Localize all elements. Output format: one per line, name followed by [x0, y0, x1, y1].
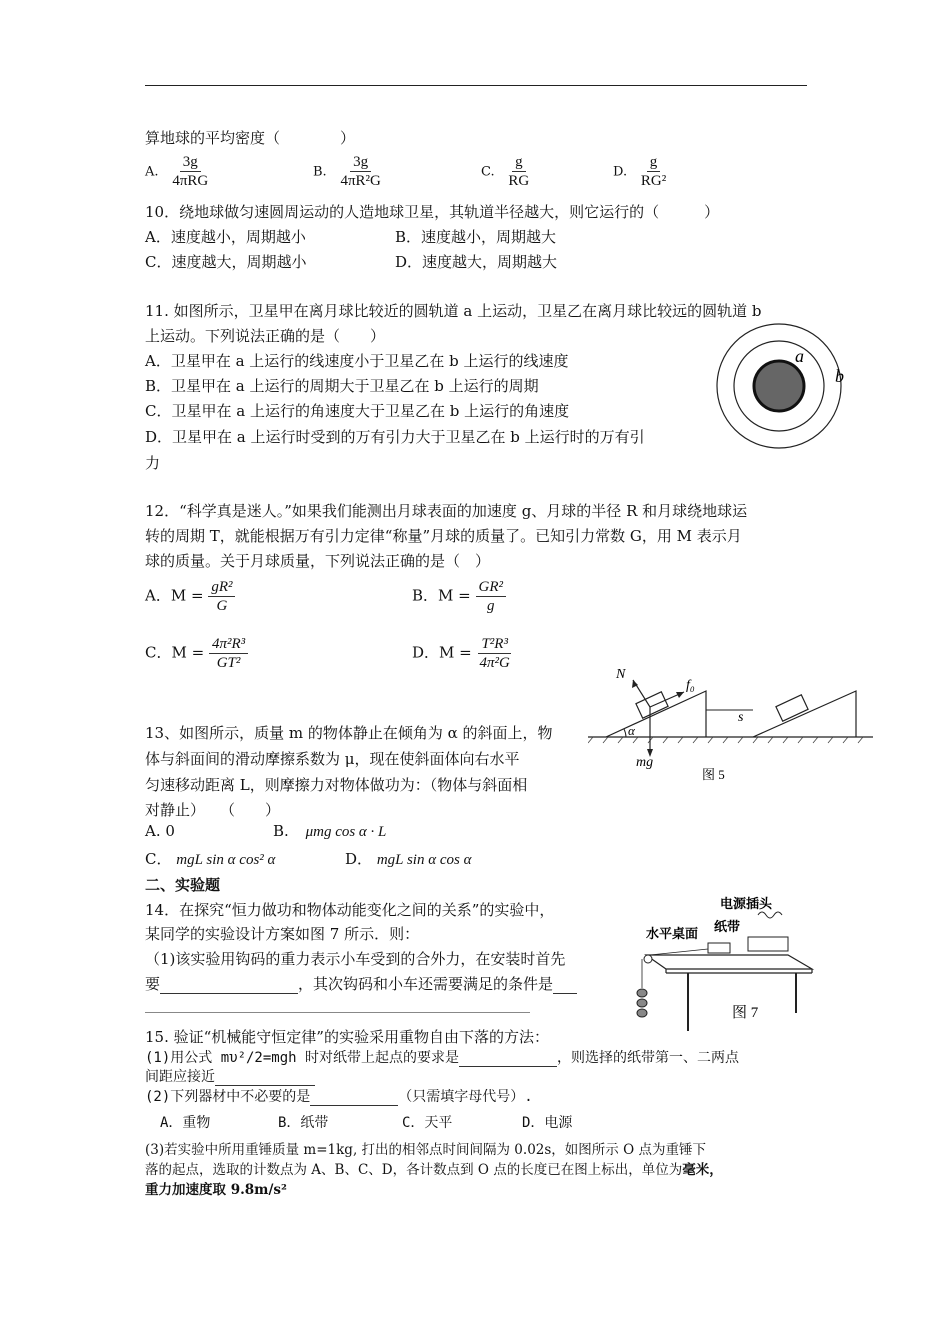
q10-option-c[interactable]: C．速度越大，周期越小: [145, 253, 307, 271]
q12-stem-line1: 12．“科学真是迷人。”如果我们能测出月球表面的加速度 g、月球的半径 R 和月球绕地球运: [145, 502, 748, 520]
q15-blank-1[interactable]: [459, 1066, 557, 1067]
label-f0: f₀: [686, 678, 695, 693]
q15-blank-3[interactable]: [310, 1105, 398, 1106]
q11-option-d-line2[interactable]: 力: [145, 454, 161, 472]
q9-option-c[interactable]: C. $\frac{g}{RG}$: [481, 154, 530, 189]
hook-weight-1: [637, 989, 647, 997]
q13-option-a[interactable]: A. 0: [145, 822, 175, 840]
label-tape: 纸带: [714, 919, 741, 934]
q14-stem-line2: 某同学的实验设计方案如图 7 所示．则：: [145, 925, 420, 943]
q15-option-d[interactable]: D．电源: [522, 1115, 573, 1131]
incline-figure: [588, 665, 878, 785]
q15-part3-line1: (3)若实验中所用重锤质量 m=1kg, 打出的相邻点时间间隔为 0.02s，如图所示 O 点为重锤下: [145, 1142, 706, 1158]
q12-option-c[interactable]: C．M = $\frac{\text{4π²R³}}{\text{GT²}}$: [145, 635, 248, 672]
label-alpha: α: [628, 723, 635, 738]
q10-option-d[interactable]: D．速度越大，周期越大: [395, 253, 558, 271]
header-rule: [145, 85, 807, 86]
q13-stem-line1: 13、如图所示，质量 m 的物体静止在倾角为 α 的斜面上，物: [145, 724, 553, 742]
orbit-figure: [715, 320, 855, 460]
q15-option-b[interactable]: B．纸带: [278, 1115, 329, 1131]
section-heading-experiment: 二、实验题: [145, 876, 221, 894]
orbit-b-label: b: [835, 366, 844, 386]
q14-blank-2[interactable]: [553, 993, 577, 994]
timer: [748, 937, 788, 951]
figure7-caption: 图 7: [732, 1005, 759, 1021]
q9-option-b[interactable]: B. $\frac{3g}{\text{4πR²G}}$: [313, 154, 381, 189]
q12-option-d[interactable]: D．M = $\frac{\text{T²R³}}{\text{4π²G}}$: [412, 636, 510, 671]
q14-line1: （1)该实验用钩码的重力表示小车受到的合外力，在安装时首先: [145, 950, 566, 968]
label-table: 水平桌面: [646, 926, 699, 941]
hook-weight-3: [637, 1009, 647, 1017]
q13-stem-line3: 匀速移动距离 L，则摩擦力对物体做功为：（物体与斜面相: [145, 776, 528, 794]
q11-option-a[interactable]: A．卫星甲在 a 上运行的线速度小于卫星乙在 b 上运行的线速度: [145, 352, 569, 370]
q12-option-a[interactable]: A．M = $\frac{\text{gR²}}{G}$: [145, 578, 235, 615]
block-right: [776, 695, 808, 721]
q12-stem-line3: 球的质量。关于月球质量，下列说法正确的是（ ）: [145, 552, 491, 570]
q14-blank-1[interactable]: [160, 993, 298, 994]
q12-option-b[interactable]: B．M = $\frac{\text{GR²}}{g}$: [412, 578, 506, 615]
q9-option-d[interactable]: D. $\frac{g}{\text{RG²}}$: [613, 154, 667, 189]
q10-option-a[interactable]: A．速度越小，周期越小: [145, 228, 306, 246]
q13-option-b[interactable]: B. μmg cos α · L: [273, 822, 387, 840]
q13-option-d[interactable]: D． mgL sin α cos α: [345, 850, 472, 868]
label-power-plug: 电源插头: [720, 896, 773, 911]
q15-part3-line2: 落的起点，选取的计数点为 A、B、C、D，各计数点到 O 点的长度已在图上标出，单位为毫米，: [145, 1162, 723, 1178]
q11-stem-line1: 11. 如图所示，卫星甲在离月球比较近的圆轨道 a 上运动，卫星乙在离月球比较远的圆轨道 b: [145, 302, 762, 320]
q14-line2: 要 ，其次钩码和小车还需要满足的条件是: [145, 973, 577, 994]
hook-weight-2: [637, 999, 647, 1007]
figure5-caption: 图 5: [702, 767, 725, 782]
q12-stem-line2: 转的周期 T，就能根据万有引力定律“称量”月球的质量了。已知引力常数 G，用 M 表示月: [145, 527, 742, 545]
q9-option-a[interactable]: A. $\frac{3g}{\text{4πRG}}$: [145, 154, 209, 189]
incline-right: [753, 691, 856, 737]
q11-option-b[interactable]: B．卫星甲在 a 上运行的周期大于卫星乙在 b 上运行的周期: [145, 377, 539, 395]
orbit-a-label: a: [795, 346, 804, 366]
q11-option-c[interactable]: C．卫星甲在 a 上运行的角速度大于卫星乙在 b 上运行的角速度: [145, 402, 570, 420]
q11-option-d-line1[interactable]: D．卫星甲在 a 上运行时受到的万有引力大于卫星乙在 b 上运行时的万有引: [145, 428, 645, 446]
q13-stem-line2: 体与斜面间的滑动摩擦系数为 μ，现在使斜面体向右水平: [145, 750, 520, 768]
q15-part2: (2)下列器材中不必要的是 （只需填字母代号）.: [145, 1089, 533, 1105]
moon-planet: [754, 361, 804, 411]
q14-blank-line[interactable]: [145, 1012, 530, 1013]
q15-option-c[interactable]: C．天平: [402, 1115, 453, 1131]
q15-stem: 15. 验证“机械能守恒定律”的实验采用重物自由下落的方法：: [145, 1028, 549, 1046]
label-N: N: [616, 667, 626, 682]
q11-stem-line2: 上运动。下列说法正确的是（ ）: [145, 327, 386, 345]
label-s: s: [738, 710, 744, 725]
block-left: [636, 692, 668, 718]
q15-part1-line2: 间距应接近: [145, 1066, 315, 1086]
q10-stem: 10．绕地球做匀速圆周运动的人造地球卫星，其轨道半径越大，则它运行的（ ）: [145, 203, 720, 221]
table-top: [646, 955, 812, 969]
cart: [708, 943, 730, 953]
q15-option-a[interactable]: A．重物: [160, 1115, 211, 1131]
q13-stem-line4: 对静止） （ ）: [145, 801, 281, 819]
q14-stem-line1: 14．在探究“恒力做功和物体动能变化之间的关系”的实验中，: [145, 901, 555, 919]
q13-option-c[interactable]: C． mgL sin α cos² α: [145, 850, 276, 868]
q15-part1-line1: (1)用公式 mυ²/2=mgh 时对纸带上起点的要求是 ，则选择的纸带第一、二两点: [145, 1050, 740, 1066]
q15-part3-line3: 重力加速度取 9.8m/s²: [145, 1182, 287, 1198]
q9-stem: 算地球的平均密度（ ）: [145, 129, 356, 147]
label-mg: mg: [636, 755, 654, 770]
experiment-figure: [628, 893, 818, 1033]
q10-option-b[interactable]: B．速度越小，周期越大: [395, 228, 557, 246]
